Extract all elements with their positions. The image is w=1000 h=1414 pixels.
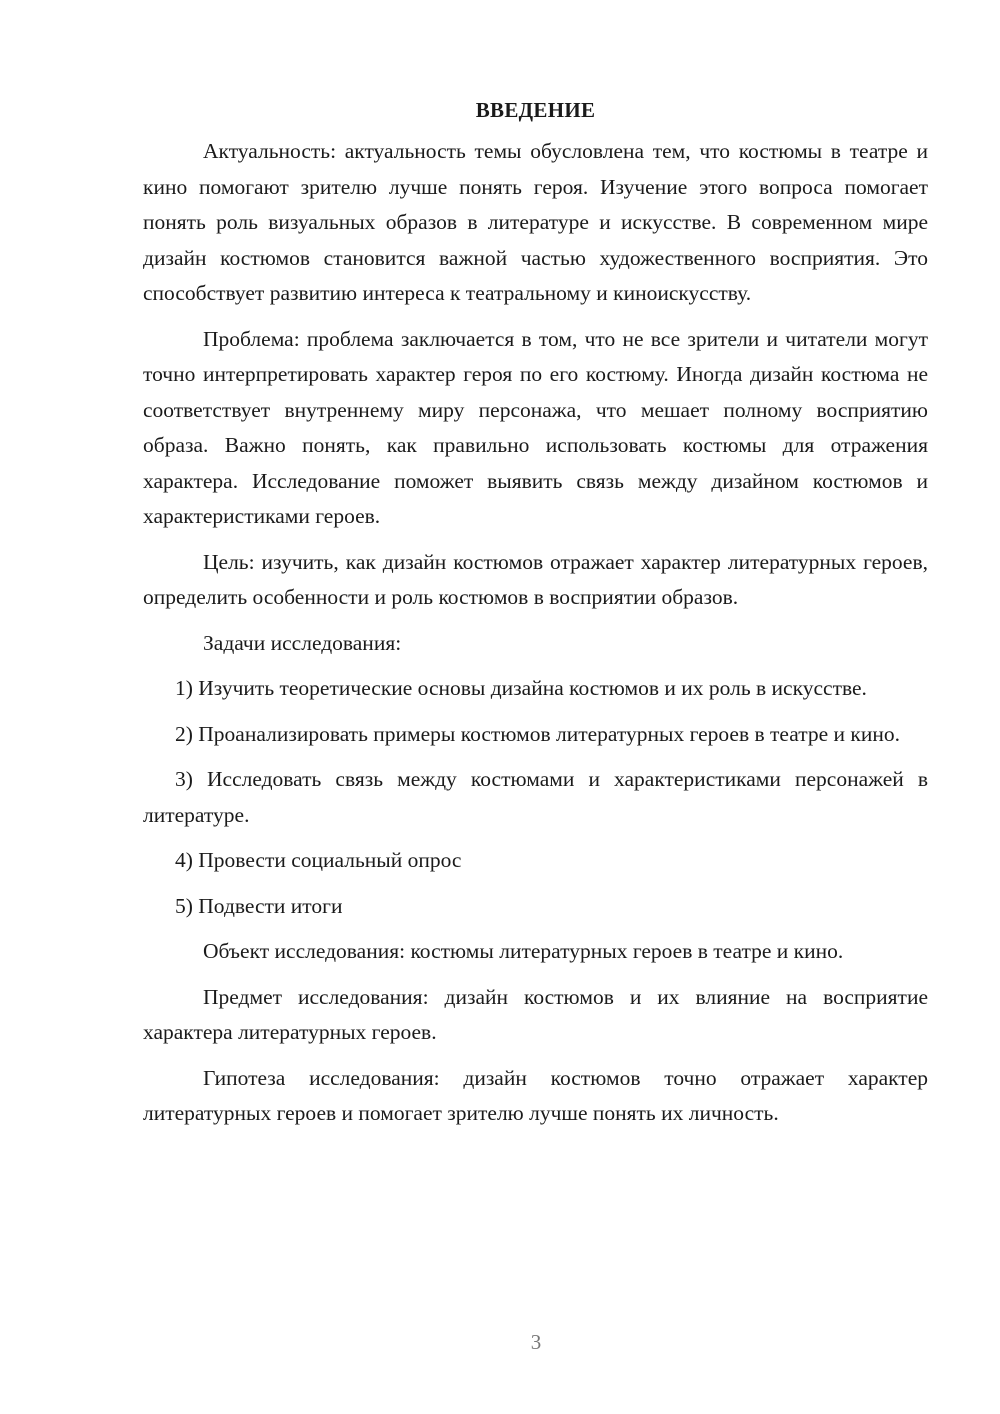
task-item-4: 4) Провести социальный опрос — [175, 848, 462, 872]
paragraph-subject: Предмет исследования: дизайн костюмов и их влияние на восприятие характера литературных героев. — [143, 984, 928, 1044]
paragraph-problem: Проблема: проблема заключается в том, что не все зрители и читатели могут точно интерпретировать характер героя по его костюму. Иногда дизайн костюма не соответствует внутреннему миру персонажа, что мешает полному восприятию образа. Важно понять, как правильно использовать костюмы для отражения характера. Исследование поможет выявить связь между дизайном костюмов и характеристиками героев. — [143, 326, 928, 528]
paragraph-object: Объект исследования: костюмы литературных героев в театре и кино. — [203, 939, 844, 963]
paragraph-relevance: Актуальность: актуальность темы обусловлена тем, что костюмы в театре и кино помогают зрителю лучше понять героя. Изучение этого вопроса помогает понять роль визуальных образов в литературе и искусстве. В современном мире дизайн костюмов становится важной частью художественного восприятия. Это способствует развитию интереса к театральному и киноискусству. — [143, 139, 928, 305]
document-page — [143, 92, 928, 1142]
page-number: 3 — [530, 1330, 542, 1354]
task-item-5: 5) Подвести итоги — [175, 893, 343, 918]
tasks-label: Задачи исследования: — [203, 630, 402, 655]
paragraph-hypothesis: Гипотеза исследования: дизайн костюмов точно отражает характер литературных героев и помогает зрителю лучше понять их личность. — [143, 1065, 928, 1125]
task-item-2: 2) Проанализировать примеры костюмов литературных героев в театре и кино. — [175, 721, 900, 746]
paragraph-goal: Цель: изучить, как дизайн костюмов отражает характер литературных героев, определить особенности и роль костюмов в восприятии образов. — [143, 549, 928, 609]
section-title: ВВЕДЕНИЕ — [475, 98, 596, 122]
task-item-1: 1) Изучить теоретические основы дизайна костюмов и их роль в искусстве. — [175, 676, 867, 700]
task-item-3: 3) Исследовать связь между костюмами и характеристиками персонажей в литературе. — [143, 767, 928, 827]
